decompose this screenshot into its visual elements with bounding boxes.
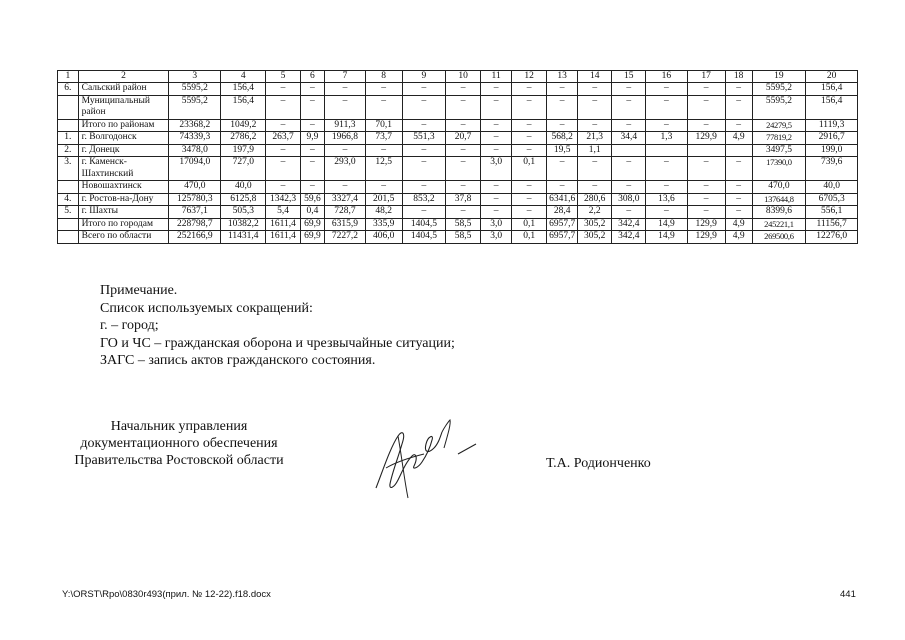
column-number: 5 xyxy=(266,71,300,83)
table-cell: – xyxy=(725,119,752,132)
table-cell: 551,3 xyxy=(402,132,445,145)
table-cell: – xyxy=(365,83,402,96)
table-row xyxy=(58,95,858,119)
table-row xyxy=(58,144,858,157)
territory-name: Всего по области xyxy=(78,231,169,244)
table-cell: – xyxy=(725,193,752,206)
table-cell: 73,7 xyxy=(365,132,402,145)
table-cell: 14,9 xyxy=(646,218,687,231)
table-cell: 37,8 xyxy=(446,193,481,206)
table-row xyxy=(58,181,858,194)
table-cell: 245221,1 xyxy=(752,218,806,231)
table-cell: 5595,2 xyxy=(752,83,806,96)
row-number: 4. xyxy=(58,193,79,206)
table-cell: 280,6 xyxy=(578,193,612,206)
table-cell: 9,9 xyxy=(300,132,325,145)
table-cell: 6315,9 xyxy=(325,218,365,231)
column-number: 13 xyxy=(547,71,578,83)
column-number: 16 xyxy=(646,71,687,83)
table-cell: – xyxy=(481,95,512,119)
table-cell: 269500,6 xyxy=(752,231,806,244)
position-line: Правительства Ростовской области xyxy=(74,453,284,468)
table-cell: 129,9 xyxy=(687,231,725,244)
table-cell: 58,5 xyxy=(446,231,481,244)
table-cell: – xyxy=(646,206,687,219)
table-cell: 8399,6 xyxy=(752,206,806,219)
table-cell: – xyxy=(402,95,445,119)
row-number xyxy=(58,181,79,194)
column-number: 1 xyxy=(58,71,79,83)
note-title: Примечание. xyxy=(100,283,178,298)
table-cell: 17390,0 xyxy=(752,157,806,181)
table-cell: – xyxy=(402,181,445,194)
table-cell: – xyxy=(365,95,402,119)
territory-name: Итого по районам xyxy=(78,119,169,132)
territory-name: г. Шахты xyxy=(78,206,169,219)
table-cell: 197,9 xyxy=(221,144,266,157)
table-cell: 6341,6 xyxy=(547,193,578,206)
table-cell: – xyxy=(512,119,547,132)
table-cell: – xyxy=(687,206,725,219)
table-cell: 48,2 xyxy=(365,206,402,219)
row-number: 5. xyxy=(58,206,79,219)
table-cell: 1,3 xyxy=(646,132,687,145)
page-number: 441 xyxy=(840,589,856,600)
table-cell: 40,0 xyxy=(221,181,266,194)
table-row xyxy=(58,218,858,231)
table-cell: 335,9 xyxy=(365,218,402,231)
table-cell: – xyxy=(547,119,578,132)
table-cell: 20,7 xyxy=(446,132,481,145)
table-cell: 470,0 xyxy=(752,181,806,194)
column-number: 8 xyxy=(365,71,402,83)
table-cell: – xyxy=(266,83,300,96)
table-cell: – xyxy=(512,132,547,145)
table-cell: – xyxy=(547,157,578,181)
handwritten-signature xyxy=(368,418,483,503)
table-cell: – xyxy=(547,181,578,194)
note-item: г. – город; xyxy=(100,318,159,333)
table-cell: 13,6 xyxy=(646,193,687,206)
table-cell: – xyxy=(402,144,445,157)
row-number xyxy=(58,119,79,132)
table-cell: 5595,2 xyxy=(752,95,806,119)
table-cell: – xyxy=(446,206,481,219)
table-cell: 4,9 xyxy=(725,218,752,231)
table-cell: 556,1 xyxy=(806,206,858,219)
table-cell: 19,5 xyxy=(547,144,578,157)
table-cell: – xyxy=(481,119,512,132)
territory-name: г. Ростов-на-Дону xyxy=(78,193,169,206)
table-cell: 137644,8 xyxy=(752,193,806,206)
table-cell: 17094,0 xyxy=(169,157,221,181)
table-cell: – xyxy=(446,119,481,132)
column-number: 11 xyxy=(481,71,512,83)
note-block xyxy=(100,282,455,370)
data-table xyxy=(57,70,858,244)
table-cell: – xyxy=(612,157,646,181)
table-cell: 728,7 xyxy=(325,206,365,219)
table-cell: 74339,3 xyxy=(169,132,221,145)
position-line: документационного обеспечения xyxy=(80,436,278,451)
table-cell: 10382,2 xyxy=(221,218,266,231)
table-cell: 59,6 xyxy=(300,193,325,206)
table-row xyxy=(58,157,858,181)
table-cell: 156,4 xyxy=(806,95,858,119)
table-cell: – xyxy=(365,181,402,194)
table-cell xyxy=(687,144,725,157)
table-cell: – xyxy=(402,206,445,219)
table-cell: 505,3 xyxy=(221,206,266,219)
table-cell: – xyxy=(402,119,445,132)
column-number: 7 xyxy=(325,71,365,83)
table-cell: 7227,2 xyxy=(325,231,365,244)
note-item: ЗАГС – запись актов гражданского состояния. xyxy=(100,353,376,368)
table-cell: 308,0 xyxy=(612,193,646,206)
signatory-position xyxy=(54,418,304,469)
table-cell: – xyxy=(512,193,547,206)
column-number: 19 xyxy=(752,71,806,83)
table-cell: – xyxy=(578,181,612,194)
table-cell: – xyxy=(512,83,547,96)
table-cell: – xyxy=(446,181,481,194)
territory-name: г. Каменск-Шахтинский xyxy=(78,157,169,181)
table-cell: 28,4 xyxy=(547,206,578,219)
position-line: Начальник управления xyxy=(110,419,248,434)
table-cell: 470,0 xyxy=(169,181,221,194)
table-cell: – xyxy=(612,95,646,119)
table-cell: 156,4 xyxy=(806,83,858,96)
table-cell: 156,4 xyxy=(221,95,266,119)
table-cell: – xyxy=(325,83,365,96)
table-cell: 1342,3 xyxy=(266,193,300,206)
table-cell: 1404,5 xyxy=(402,231,445,244)
table-header-row xyxy=(58,71,858,83)
table-cell: 342,4 xyxy=(612,231,646,244)
table-cell: – xyxy=(266,157,300,181)
column-number: 14 xyxy=(578,71,612,83)
table-cell: – xyxy=(481,193,512,206)
table-cell: – xyxy=(687,95,725,119)
table-cell: – xyxy=(481,83,512,96)
table-cell: 305,2 xyxy=(578,218,612,231)
table-cell: 2,2 xyxy=(578,206,612,219)
table-cell: 23368,2 xyxy=(169,119,221,132)
table-cell: – xyxy=(402,83,445,96)
table-cell: 2786,2 xyxy=(221,132,266,145)
table-cell: 24279,5 xyxy=(752,119,806,132)
table-cell: – xyxy=(325,181,365,194)
column-number: 17 xyxy=(687,71,725,83)
table-cell xyxy=(612,144,646,157)
table-cell: – xyxy=(547,95,578,119)
table-cell: – xyxy=(300,157,325,181)
column-number: 10 xyxy=(446,71,481,83)
table-cell: 1611,4 xyxy=(266,218,300,231)
column-number: 9 xyxy=(402,71,445,83)
table-cell: – xyxy=(578,119,612,132)
row-number xyxy=(58,95,79,119)
table-cell: 7637,1 xyxy=(169,206,221,219)
table-cell: – xyxy=(725,206,752,219)
table-cell: – xyxy=(446,95,481,119)
table-cell: – xyxy=(547,83,578,96)
table-cell: 11156,7 xyxy=(806,218,858,231)
table-cell: 6957,7 xyxy=(547,218,578,231)
table-cell: – xyxy=(612,119,646,132)
territory-name: Сальский район xyxy=(78,83,169,96)
table-cell: 3478,0 xyxy=(169,144,221,157)
table-cell: – xyxy=(300,144,325,157)
table-cell: – xyxy=(300,119,325,132)
table-cell: 3,0 xyxy=(481,157,512,181)
table-cell: – xyxy=(512,181,547,194)
table-cell: 201,5 xyxy=(365,193,402,206)
table-row xyxy=(58,132,858,145)
table-cell: – xyxy=(578,83,612,96)
table-cell: – xyxy=(725,95,752,119)
table-cell: 129,9 xyxy=(687,132,725,145)
table-cell: 77819,2 xyxy=(752,132,806,145)
table-cell: – xyxy=(512,95,547,119)
table-cell: 4,9 xyxy=(725,231,752,244)
table-cell: 293,0 xyxy=(325,157,365,181)
table-cell: 12276,0 xyxy=(806,231,858,244)
column-number: 12 xyxy=(512,71,547,83)
territory-name: Итого по городам xyxy=(78,218,169,231)
table-cell: – xyxy=(612,206,646,219)
table-cell: 342,4 xyxy=(612,218,646,231)
table-cell: – xyxy=(300,83,325,96)
column-number: 3 xyxy=(169,71,221,83)
table-cell: 0,1 xyxy=(512,218,547,231)
table-cell: 1966,8 xyxy=(325,132,365,145)
column-number: 6 xyxy=(300,71,325,83)
table-cell: – xyxy=(266,119,300,132)
table-cell: 40,0 xyxy=(806,181,858,194)
table-cell: – xyxy=(687,119,725,132)
table-row xyxy=(58,193,858,206)
table-cell: 228798,7 xyxy=(169,218,221,231)
table-cell: – xyxy=(725,157,752,181)
table-cell: – xyxy=(266,95,300,119)
table-cell: 739,6 xyxy=(806,157,858,181)
table-cell: – xyxy=(325,144,365,157)
table-cell: 406,0 xyxy=(365,231,402,244)
table-cell: 853,2 xyxy=(402,193,445,206)
table-cell: – xyxy=(266,144,300,157)
column-number: 2 xyxy=(78,71,169,83)
table-cell: 263,7 xyxy=(266,132,300,145)
table-cell: 1,1 xyxy=(578,144,612,157)
table-cell: – xyxy=(481,181,512,194)
table-row xyxy=(58,83,858,96)
table-cell: – xyxy=(612,181,646,194)
table-cell: 911,3 xyxy=(325,119,365,132)
table-cell: 0,4 xyxy=(300,206,325,219)
column-number: 18 xyxy=(725,71,752,83)
table-cell: – xyxy=(646,181,687,194)
table-cell: 0,1 xyxy=(512,157,547,181)
table-cell: – xyxy=(687,181,725,194)
table-cell: 129,9 xyxy=(687,218,725,231)
table-cell: 4,9 xyxy=(725,132,752,145)
table-cell: – xyxy=(446,157,481,181)
footer-file-path: Y:\ORST\Rpo\0830r493(прил. № 12-22).f18.docx xyxy=(62,589,271,600)
table-cell: – xyxy=(725,181,752,194)
row-number: 2. xyxy=(58,144,79,157)
table-cell: – xyxy=(481,132,512,145)
table-cell: 58,5 xyxy=(446,218,481,231)
table-cell: 6705,3 xyxy=(806,193,858,206)
table-cell: 11431,4 xyxy=(221,231,266,244)
row-number: 3. xyxy=(58,157,79,181)
table-cell: 5,4 xyxy=(266,206,300,219)
table-cell: – xyxy=(646,157,687,181)
table-cell: 2916,7 xyxy=(806,132,858,145)
table-cell: – xyxy=(646,83,687,96)
table-cell: 305,2 xyxy=(578,231,612,244)
table-cell xyxy=(646,144,687,157)
territory-name: г. Донецк xyxy=(78,144,169,157)
note-item: ГО и ЧС – гражданская оборона и чрезвычайные ситуации; xyxy=(100,335,455,351)
table-cell: – xyxy=(402,157,445,181)
table-cell: – xyxy=(512,144,547,157)
table-cell: – xyxy=(446,83,481,96)
row-number xyxy=(58,231,79,244)
territory-name: Новошахтинск xyxy=(78,181,169,194)
table-cell: 1049,2 xyxy=(221,119,266,132)
table-cell: – xyxy=(446,144,481,157)
table-cell: – xyxy=(266,181,300,194)
table-cell: 1119,3 xyxy=(806,119,858,132)
table-cell: 3,0 xyxy=(481,218,512,231)
table-cell: – xyxy=(687,83,725,96)
table-cell: – xyxy=(646,95,687,119)
table-cell: 5595,2 xyxy=(169,95,221,119)
table-cell: 3327,4 xyxy=(325,193,365,206)
table-cell: 252166,9 xyxy=(169,231,221,244)
table-cell: – xyxy=(687,193,725,206)
territory-name: Муниципальный район xyxy=(78,95,169,119)
table-cell: – xyxy=(481,144,512,157)
column-number: 4 xyxy=(221,71,266,83)
table-cell: 6125,8 xyxy=(221,193,266,206)
table-cell: 3,0 xyxy=(481,231,512,244)
table-cell xyxy=(725,144,752,157)
note-intro: Список используемых сокращений: xyxy=(100,300,313,316)
table-row xyxy=(58,206,858,219)
table-cell: 69,9 xyxy=(300,231,325,244)
table-cell: 1611,4 xyxy=(266,231,300,244)
table-cell: – xyxy=(612,83,646,96)
table-cell: – xyxy=(481,206,512,219)
table-cell: 125780,3 xyxy=(169,193,221,206)
table-cell: – xyxy=(300,95,325,119)
table-row xyxy=(58,231,858,244)
table-cell: 568,2 xyxy=(547,132,578,145)
table-row xyxy=(58,119,858,132)
table-cell: 21,3 xyxy=(578,132,612,145)
table-cell: 5595,2 xyxy=(169,83,221,96)
territory-name: г. Волгодонск xyxy=(78,132,169,145)
table-cell: – xyxy=(578,95,612,119)
table-cell: – xyxy=(300,181,325,194)
table-cell: 1404,5 xyxy=(402,218,445,231)
table-cell: – xyxy=(646,119,687,132)
table-cell: 70,1 xyxy=(365,119,402,132)
signatory-name: Т.А. Родионченко xyxy=(546,456,651,471)
table-cell: – xyxy=(365,144,402,157)
row-number xyxy=(58,218,79,231)
table-cell: 69,9 xyxy=(300,218,325,231)
table-cell: 34,4 xyxy=(612,132,646,145)
column-number: 15 xyxy=(612,71,646,83)
table-cell: 14,9 xyxy=(646,231,687,244)
table-cell: 199,0 xyxy=(806,144,858,157)
row-number: 6. xyxy=(58,83,79,96)
column-number: 20 xyxy=(806,71,858,83)
table-cell: – xyxy=(578,157,612,181)
table-cell: – xyxy=(325,95,365,119)
table-cell: 12,5 xyxy=(365,157,402,181)
table-cell: 6957,7 xyxy=(547,231,578,244)
row-number: 1. xyxy=(58,132,79,145)
table-cell: – xyxy=(512,206,547,219)
table-cell: 727,0 xyxy=(221,157,266,181)
table-cell: 156,4 xyxy=(221,83,266,96)
table-cell: 3497,5 xyxy=(752,144,806,157)
table-cell: – xyxy=(687,157,725,181)
table-cell: 0,1 xyxy=(512,231,547,244)
table-cell: – xyxy=(725,83,752,96)
